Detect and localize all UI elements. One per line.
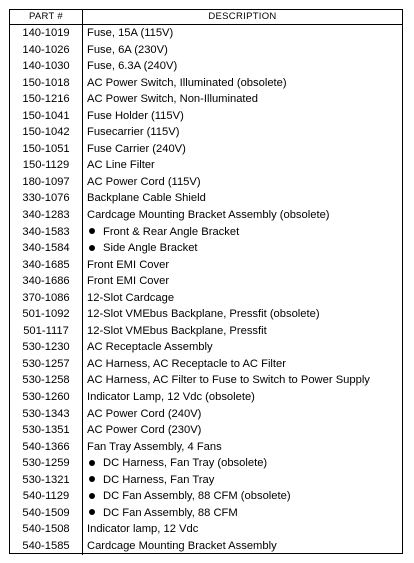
- part-number-cell: 540-1366: [10, 439, 83, 456]
- part-number-cell: 340-1283: [10, 207, 83, 224]
- description-header: DESCRIPTION: [208, 11, 277, 22]
- table-row: [10, 455, 402, 472]
- description-cell: [83, 323, 402, 340]
- description-cell: [83, 356, 402, 373]
- description-text: DC Harness, Fan Tray (obsolete): [103, 457, 268, 470]
- description-cell: [83, 455, 402, 472]
- description-cell: [83, 157, 402, 174]
- bullet-icon: [89, 509, 95, 515]
- description-text: AC Power Cord (230V): [87, 424, 202, 437]
- part-number-cell: 340-1686: [10, 273, 83, 290]
- description-text: Fusecarrier (115V): [87, 126, 180, 139]
- description-text: Cardcage Mounting Bracket Assembly: [87, 539, 277, 552]
- part-number-cell: 530-1260: [10, 389, 83, 406]
- table-row: [10, 372, 402, 389]
- description-text: AC Power Switch, Non-Illuminated: [87, 93, 258, 106]
- table-row: [10, 356, 402, 373]
- description-text: 12-Slot VMEbus Backplane, Pressfit (obsolete): [87, 308, 320, 321]
- part-number-cell: 140-1030: [10, 58, 83, 75]
- description-cell: [83, 306, 402, 323]
- part-number-cell: 180-1097: [10, 174, 83, 191]
- table-row: [10, 306, 402, 323]
- description-cell: [83, 75, 402, 92]
- description-cell: [83, 273, 402, 290]
- table-row: [10, 75, 402, 92]
- bullet-icon: [89, 228, 95, 234]
- table-row: [10, 190, 402, 207]
- table-row: [10, 124, 402, 141]
- table-row: [10, 42, 402, 59]
- description-text: Cardcage Mounting Bracket Assembly (obsolete): [87, 209, 330, 222]
- table-row: [10, 240, 402, 257]
- table-row: [10, 141, 402, 158]
- part-number-cell: 140-1026: [10, 42, 83, 59]
- description-cell: [83, 207, 402, 224]
- table-row: [10, 339, 402, 356]
- part-number-cell: 530-1351: [10, 422, 83, 439]
- description-cell: [83, 389, 402, 406]
- part-number-cell: 340-1685: [10, 257, 83, 274]
- table-row: [10, 538, 402, 555]
- description-text: Front EMI Cover: [87, 275, 170, 288]
- description-text: Fuse Holder (115V): [87, 109, 184, 122]
- description-cell: [83, 521, 402, 538]
- table-row: [10, 157, 402, 174]
- description-text: 12-Slot Cardcage: [87, 291, 175, 304]
- part-number-cell: 150-1129: [10, 157, 83, 174]
- description-cell: [83, 124, 402, 141]
- description-text: Fuse Carrier (240V): [87, 142, 186, 155]
- table-header: [10, 10, 402, 25]
- part-number-cell: 530-1230: [10, 339, 83, 356]
- part-number-cell: 530-1259: [10, 455, 83, 472]
- part-number-cell: 140-1019: [10, 25, 83, 42]
- table-row: [10, 25, 402, 42]
- description-cell: [83, 108, 402, 125]
- part-number-cell: 540-1508: [10, 521, 83, 538]
- description-text: Fuse, 6.3A (240V): [87, 60, 178, 73]
- description-cell: [83, 439, 402, 456]
- description-text: Indicator lamp, 12 Vdc: [87, 523, 199, 536]
- description-cell: [83, 25, 402, 42]
- part-number-cell: 530-1257: [10, 356, 83, 373]
- part-number-cell: 501-1092: [10, 306, 83, 323]
- description-text: Front EMI Cover: [87, 258, 170, 271]
- table-row: [10, 521, 402, 538]
- part-number-cell: 150-1216: [10, 91, 83, 108]
- description-text: DC Fan Assembly, 88 CFM: [103, 506, 238, 519]
- description-cell: [83, 240, 402, 257]
- description-text: Front & Rear Angle Bracket: [103, 225, 240, 238]
- table-row: [10, 472, 402, 489]
- description-text: AC Harness, AC Filter to Fuse to Switch to Power Supply: [87, 374, 370, 387]
- table-row: [10, 290, 402, 307]
- part-number-cell: 530-1343: [10, 406, 83, 423]
- part-number-cell: 150-1018: [10, 75, 83, 92]
- description-text: AC Power Cord (115V): [87, 175, 201, 188]
- table-row: [10, 108, 402, 125]
- description-cell: [83, 472, 402, 489]
- description-text: Backplane Cable Shield: [87, 192, 206, 205]
- table-row: [10, 174, 402, 191]
- table-row: [10, 273, 402, 290]
- description-text: AC Power Cord (240V): [87, 407, 202, 420]
- part-number-cell: 330-1076: [10, 190, 83, 207]
- part-number-header: PART #: [10, 10, 83, 24]
- description-cell: [83, 538, 402, 555]
- description-cell: [83, 91, 402, 108]
- parts-table: [9, 9, 403, 554]
- description-text: AC Power Switch, Illuminated (obsolete): [87, 76, 287, 89]
- description-cell: [83, 339, 402, 356]
- description-text: Indicator Lamp, 12 Vdc (obsolete): [87, 391, 255, 404]
- description-text: AC Line Filter: [87, 159, 155, 172]
- description-text: AC Receptacle Assembly: [87, 341, 213, 354]
- description-text: DC Fan Assembly, 88 CFM (obsolete): [103, 490, 291, 503]
- table-body: [10, 25, 402, 555]
- description-cell: [83, 257, 402, 274]
- description-cell: [83, 488, 402, 505]
- description-cell: [83, 422, 402, 439]
- table-row: [10, 58, 402, 75]
- description-text: AC Harness, AC Receptacle to AC Filter: [87, 357, 286, 370]
- table-row: [10, 323, 402, 340]
- table-row: [10, 488, 402, 505]
- description-text: Side Angle Bracket: [103, 242, 198, 255]
- table-row: [10, 406, 402, 423]
- part-number-cell: 540-1129: [10, 488, 83, 505]
- part-number-cell: 540-1585: [10, 538, 83, 555]
- part-number-cell: 340-1584: [10, 240, 83, 257]
- description-cell: [83, 290, 402, 307]
- description-text: 12-Slot VMEbus Backplane, Pressfit: [87, 324, 267, 337]
- description-cell: [83, 174, 402, 191]
- table-row: [10, 224, 402, 241]
- description-text: DC Harness, Fan Tray: [103, 473, 215, 486]
- part-number-cell: 530-1321: [10, 472, 83, 489]
- description-text: Fuse, 15A (115V): [87, 27, 174, 39]
- table-row: [10, 207, 402, 224]
- table-row: [10, 91, 402, 108]
- part-number-cell: 150-1041: [10, 108, 83, 125]
- description-text: Fuse, 6A (230V): [87, 43, 168, 56]
- description-cell: [83, 372, 402, 389]
- part-number-cell: 530-1258: [10, 372, 83, 389]
- table-row: [10, 257, 402, 274]
- bullet-icon: [89, 245, 95, 251]
- description-cell: [83, 505, 402, 522]
- description-text: Fan Tray Assembly, 4 Fans: [87, 440, 222, 453]
- bullet-icon: [89, 493, 95, 499]
- bullet-icon: [89, 460, 95, 466]
- table-row: [10, 422, 402, 439]
- part-number-cell: 340-1583: [10, 224, 83, 241]
- description-cell: [83, 406, 402, 423]
- description-cell: [83, 42, 402, 59]
- part-number-cell: 370-1086: [10, 290, 83, 307]
- description-cell: [83, 224, 402, 241]
- description-cell: [83, 141, 402, 158]
- part-number-cell: 501-1117: [10, 323, 83, 340]
- description-cell: [83, 190, 402, 207]
- part-number-cell: 540-1509: [10, 505, 83, 522]
- table-row: [10, 505, 402, 522]
- description-cell: [83, 58, 402, 75]
- part-number-cell: 150-1051: [10, 141, 83, 158]
- table-row: [10, 389, 402, 406]
- bullet-icon: [89, 476, 95, 482]
- table-row: [10, 439, 402, 456]
- part-number-cell: 150-1042: [10, 124, 83, 141]
